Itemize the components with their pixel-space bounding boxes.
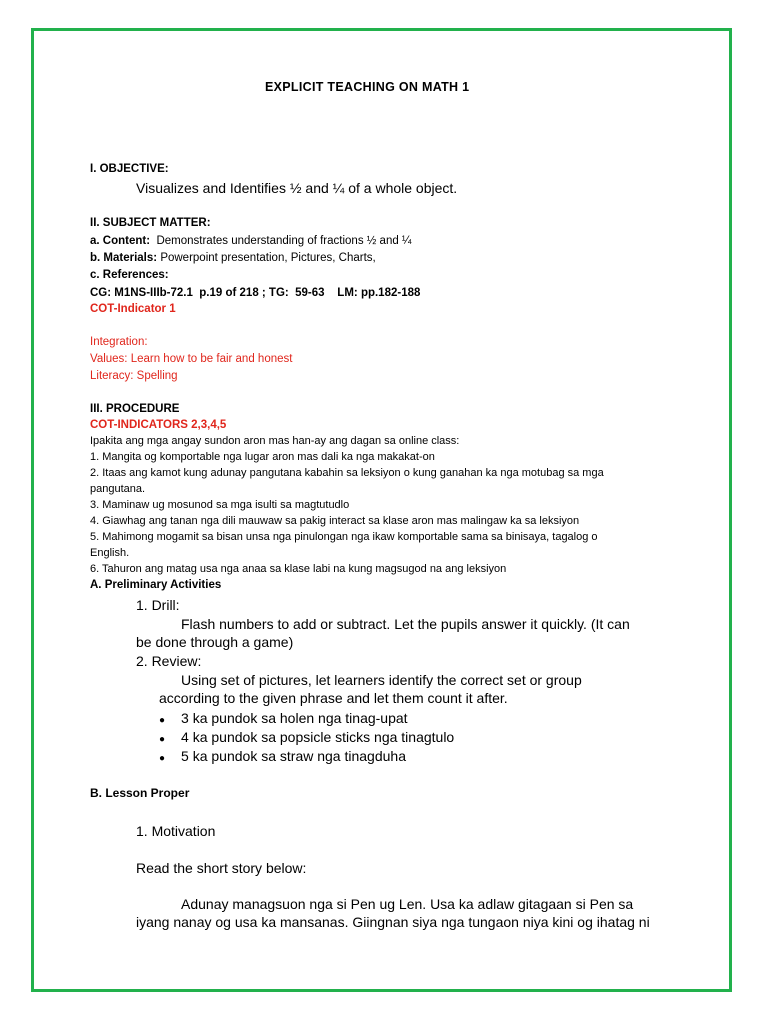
story-text: Adunay managsuon nga si Pen ug Len. Usa ka adlaw gitagaan si Pen sa xyxy=(181,896,634,912)
rule-line: 5. Mahimong mogamit sa bisan unsa nga pinulongan nga ikaw komportable sama sa binisaya, tagalog o xyxy=(90,531,598,543)
references-label: c. References: xyxy=(90,269,169,281)
integration-values: Values: Learn how to be fair and honest xyxy=(90,353,293,365)
objective-heading: I. OBJECTIVE: xyxy=(90,163,169,175)
rule-line: 3. Maminaw ug mosunod sa mga isulti sa magtutudlo xyxy=(90,499,350,511)
materials-text: Powerpoint presentation, Pictures, Charts, xyxy=(160,252,376,264)
story-text-cont: iyang nanay og usa ka mansanas. Giingnan siya nga tungaon niya kini og ihatag ni xyxy=(136,914,650,930)
list-item: ● 3 ka pundok sa holen nga tinag-upat xyxy=(159,710,408,726)
drill-text: Flash numbers to add or subtract. Let the pupils answer it quickly. (It can xyxy=(181,616,630,632)
procedure-intro: Ipakita ang mga angay sundon aron mas han-ay ang dagan sa online class: xyxy=(90,435,460,447)
bullet-icon: ● xyxy=(159,715,166,726)
objective-text: Visualizes and Identifies ½ and ¼ of a whole object. xyxy=(136,180,458,196)
rule-line: English. xyxy=(90,547,130,559)
preliminary-activities-heading: A. Preliminary Activities xyxy=(90,579,222,591)
drill-text-cont: be done through a game) xyxy=(136,634,294,650)
bullet-icon: ● xyxy=(159,753,166,764)
content-label: a. Content: xyxy=(90,235,151,247)
bullet-icon: ● xyxy=(159,734,166,745)
rule-line: pangutana. xyxy=(90,483,146,495)
cot-indicators-2-5: COT-INDICATORS 2,3,4,5 xyxy=(90,419,227,431)
cot-indicator-1: COT-Indicator 1 xyxy=(90,303,176,315)
references-text: CG: M1NS-IIIb-72.1 p.19 of 218 ; TG: 59-63 LM: pp.182-188 xyxy=(90,287,421,299)
review-text: Using set of pictures, let learners identify the correct set or group xyxy=(181,672,582,688)
rule-line: 1. Mangita og komportable nga lugar aron mas dali ka nga makakat-on xyxy=(90,451,435,463)
lesson-proper-heading: B. Lesson Proper xyxy=(90,786,190,800)
story-instruction: Read the short story below: xyxy=(136,860,307,876)
materials-label: b. Materials: xyxy=(90,252,158,264)
document-title: EXPLICIT TEACHING ON MATH 1 xyxy=(265,80,470,94)
integration-literacy: Literacy: Spelling xyxy=(90,370,178,382)
procedure-heading: III. PROCEDURE xyxy=(90,403,180,415)
subject-matter-heading: II. SUBJECT MATTER: xyxy=(90,217,211,229)
motivation-label: 1. Motivation xyxy=(136,823,216,839)
content-text: Demonstrates understanding of fractions ½ and ¼ xyxy=(156,235,412,247)
rule-line: 4. Giawhag ang tanan nga dili mauwaw sa pakig interact sa klase aron mas malingaw ka sa leksiyon xyxy=(90,515,580,527)
rule-line: 6. Tahuron ang matag usa nga anaa sa klase labi na kung magsugod na ang leksiyon xyxy=(90,563,507,575)
rule-line: 2. Itaas ang kamot kung adunay pangutana kabahin sa leksiyon o kung ganahan ka nga motubag sa mga xyxy=(90,467,604,479)
materials-line xyxy=(90,251,376,265)
drill-label: 1. Drill: xyxy=(136,597,180,613)
content-line xyxy=(90,234,412,248)
review-label: 2. Review: xyxy=(136,653,202,669)
integration-heading: Integration: xyxy=(90,336,148,348)
review-text-cont: according to the given phrase and let them count it after. xyxy=(159,690,508,706)
list-item: ● 5 ka pundok sa straw nga tinagduha xyxy=(159,748,406,764)
list-item: ● 4 ka pundok sa popsicle sticks nga tinagtulo xyxy=(159,729,455,745)
